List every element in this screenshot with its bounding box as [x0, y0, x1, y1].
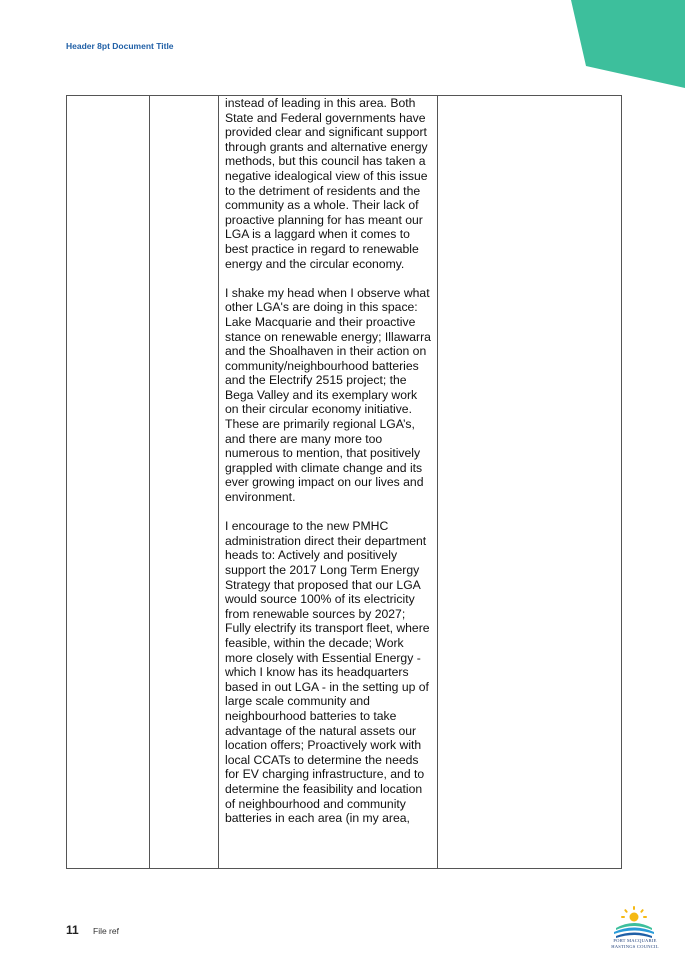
council-logo-text: [601, 938, 669, 949]
table-cell-empty-1: [67, 96, 150, 869]
file-ref: File ref: [93, 926, 119, 936]
comment-paragraph-1: instead of leading in this area. Both State and Federal governments have provided clear and significant support through grants and alternative energy methods, but this council has taken a negative idealogical view of this issue to the detriment of residents and the community as a whole. Their lack of proactive planning for has meant our LGA is a laggard when it comes to best practice in regard to renewable energy and the circular economy.: [225, 96, 428, 271]
logo-text-line-1: PORT MACQUARIE: [613, 938, 657, 943]
comment-paragraph-3: I encourage to the new PMHC administration direct their department heads to: Actively and positively support the 2017 Long Term Energy Strategy that proposed that our LGA would source 100% of its electricity from renewable sources by 2027; Fully electrify its transport fleet, where feasible, within the decade; Work more closely with Essential Energy - which I know has its headquarters based in out LGA - in the setting up of large scale community and neighbourhood batteries to take advantage of the natural assets our location offers; Proactively work with local CCATs to determine the needs for EV charging infrastructure, and to determine the feasibility and location of neighbourhood and community batteries in each area (in my area,: [225, 519, 430, 826]
table-cell-empty-4: [438, 96, 622, 869]
page-number: 11: [66, 923, 79, 937]
comment-paragraph-2: I shake my head when I observe what other LGA's are doing in this space: Lake Macquarie and their proactive stance on renewable energy; Illawarra and the Shoalhaven in their action on community/neighbourhood batteries and the Electrify 2515 project; the Bega Valley and its exemplary work on their circular economy initiative. These are primarily regional LGA’s, and there are many more too numerous to mention, that positively grappled with climate change and its ever growing impact on our lives and environment.: [225, 285, 431, 505]
document-header-title: Header 8pt Document Title: [66, 41, 174, 51]
submission-table: [66, 95, 622, 869]
logo-text-line-2: HASTINGS COUNCIL: [611, 943, 659, 949]
table-cell-comment: [219, 96, 438, 869]
table-cell-empty-2: [150, 96, 219, 869]
table-row: [67, 96, 622, 869]
